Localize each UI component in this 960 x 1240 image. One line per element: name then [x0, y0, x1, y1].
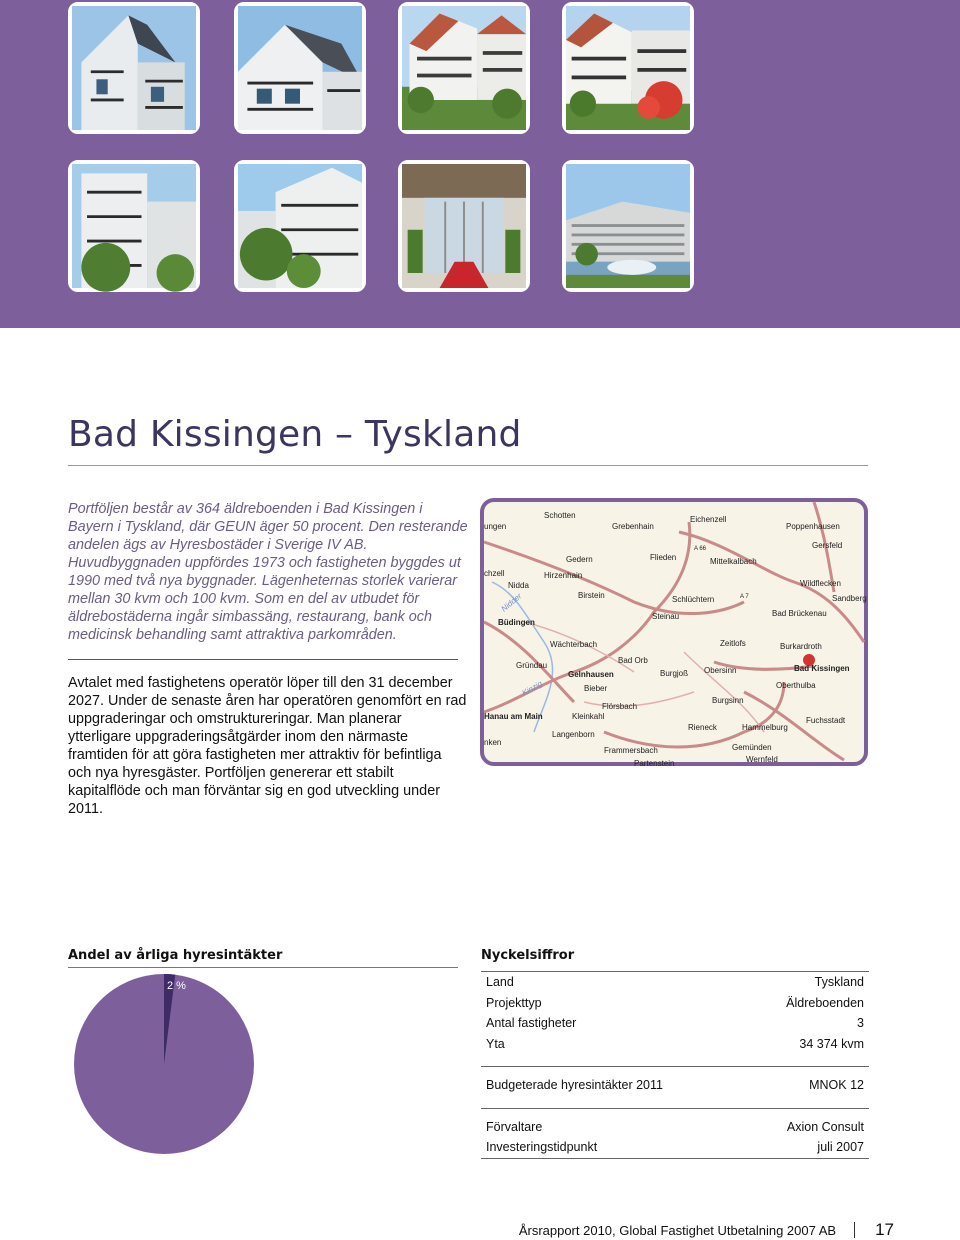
building-facade-photo — [68, 160, 200, 292]
apartment-block-photo — [398, 2, 530, 134]
table-row — [481, 1075, 869, 1096]
map-label: Gründau — [516, 661, 548, 670]
map-label: Bad Kissingen — [794, 664, 850, 673]
map-label: ungen — [484, 522, 507, 531]
row-value: Axion Consult — [786, 1119, 864, 1134]
apartment-block-photo — [562, 2, 694, 134]
map-label: Eichenzell — [690, 515, 727, 524]
map-label: Hanau am Main — [484, 712, 543, 721]
page-number: 17 — [875, 1220, 894, 1239]
pie-divider — [68, 967, 458, 968]
map-label: Langenborn — [552, 730, 595, 739]
row-value: Tyskland — [814, 975, 864, 990]
table-row — [481, 1117, 869, 1138]
map-label: Bad Orb — [618, 656, 648, 665]
map-label: Grebenhain — [612, 522, 654, 531]
section-divider — [68, 659, 458, 660]
map-label: Wernfeld — [746, 755, 778, 764]
map-label: Schotten — [544, 511, 576, 520]
map-label: Birstein — [578, 591, 605, 600]
map-label: Kleinkahl — [572, 712, 605, 721]
row-label: Antal fastigheter — [486, 1016, 577, 1031]
footer-separator — [854, 1222, 855, 1238]
row-value: Äldreboenden — [786, 995, 864, 1010]
map-label: Flörsbach — [602, 702, 638, 711]
map-label: nken — [484, 738, 502, 747]
map-label: Hirzenhain — [544, 571, 583, 580]
building-facade-photo — [234, 2, 366, 134]
map-label: Bieber — [584, 684, 608, 693]
key-figures-table — [481, 971, 869, 1159]
row-label: Land — [486, 975, 514, 990]
row-value: MNOK 12 — [809, 1078, 864, 1093]
row-value: 3 — [857, 1016, 864, 1031]
map-label: Burgsinn — [712, 696, 744, 705]
table-row — [481, 972, 869, 993]
pie-chart-title: Andel av årliga hyresintäkter — [68, 948, 283, 963]
map-label: Burgjoß — [660, 669, 689, 678]
map-label: Schlüchtern — [672, 595, 715, 604]
header-photo-band — [0, 0, 960, 328]
map-label: Hammelburg — [742, 723, 788, 732]
row-value: 34 374 kvm — [799, 1036, 864, 1051]
table-row — [481, 993, 869, 1014]
page-title: Bad Kissingen – Tyskland — [68, 414, 522, 455]
title-divider — [68, 465, 868, 466]
table-row — [481, 1034, 869, 1055]
row-label: Yta — [486, 1036, 505, 1051]
map-label: Büdingen — [498, 618, 535, 627]
row-label: Investeringstidpunkt — [486, 1140, 598, 1155]
row-value: juli 2007 — [817, 1140, 864, 1155]
map-label: Partenstein — [634, 759, 675, 768]
rental-share-pie-chart — [72, 972, 256, 1156]
body-paragraph: Avtalet med fastighetens operatör löper till den 31 december 2027. Under de senaste åren har operatören genomfört en rad uppgraderingar och omstruktureringar. Man planerar ytterligare uppgraderingsåtgärder inom den närmaste framtiden för att göra fastigheten mer attraktiv för befintliga och nya hyresgäster. Portföljen genererar ett stabilt kapitalflöde och man förväntar sig en god utveckling under 2011. — [68, 675, 467, 817]
map-label: Fuchsstadt — [806, 716, 846, 725]
map-label: Mittelkalbach — [710, 557, 757, 566]
map-label: Oberthulba — [776, 681, 816, 690]
key-figures-title: Nyckelsiffror — [481, 948, 575, 963]
map-label: Flieden — [650, 553, 677, 562]
map-label: A 66 — [694, 546, 707, 552]
map-label: Steinau — [652, 612, 680, 621]
building-facade-photo — [68, 2, 200, 134]
map-label: Obersinn — [704, 666, 737, 675]
row-label: Förvaltare — [486, 1119, 543, 1134]
location-map — [480, 498, 868, 766]
map-label: Poppenhausen — [786, 522, 840, 531]
map-label: chzell — [484, 569, 505, 578]
map-label: Kinzig — [520, 679, 544, 698]
map-label: Gedern — [566, 555, 593, 564]
map-label: Zeitlofs — [720, 639, 746, 648]
table-row — [481, 1013, 869, 1034]
map-label: Burkardroth — [780, 642, 822, 651]
entrance-photo — [398, 160, 530, 292]
map-label: Gemünden — [732, 743, 772, 752]
map-label: Bad Brückenau — [772, 609, 827, 618]
footer-text: Årsrapport 2010, Global Fastighet Utbetalning 2007 AB — [518, 1222, 837, 1238]
pie-slice-label: 2 % — [167, 980, 186, 992]
highrise-fountain-photo — [562, 160, 694, 292]
map-label: Wächterbach — [550, 640, 598, 649]
intro-paragraph: Portföljen består av 364 äldreboenden i Bad Kissingen i Bayern i Tyskland, där GEUN äger 50 procent. Den resterande andelen ägs av Hyresbostäder i Sverige IV AB. Huvudbyggnaden uppfördes 1973 och fastigheten byggdes ut 1990 med två nya byggnader. Lägenheternas storlek varierar mellan 30 kvm och 100 kvm. Som en del av utbudet för äldrebostäderna ingår simbassäng, restaurang, bank och medicinsk behandling samt attraktiva parkområden. — [68, 501, 468, 643]
building-facade-photo — [234, 160, 366, 292]
map-label: Nidda — [508, 581, 529, 590]
map-label: A 7 — [740, 594, 749, 600]
map-label: Nidder — [499, 591, 524, 614]
map-label: Gelnhausen — [568, 670, 614, 679]
map-label: Wildflecken — [800, 579, 841, 588]
row-label: Budgeterade hyresintäkter 2011 — [486, 1078, 663, 1093]
page-footer — [519, 1220, 894, 1240]
table-divider — [481, 1158, 869, 1159]
map-label: Frammersbach — [604, 746, 658, 755]
map-label: Rieneck — [688, 723, 717, 732]
table-row — [481, 1137, 869, 1158]
map-label: Sandberg — [832, 594, 867, 603]
map-label: Gersfeld — [812, 541, 843, 550]
row-label: Projekttyp — [486, 995, 542, 1010]
